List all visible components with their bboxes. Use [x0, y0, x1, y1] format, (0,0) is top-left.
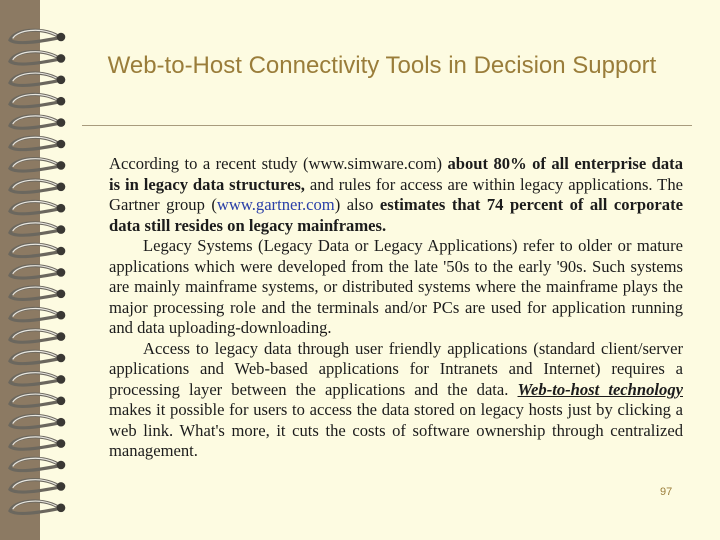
binding-hole [57, 76, 66, 85]
binding-ring-icon [10, 308, 58, 320]
binding-hole [57, 161, 66, 170]
p1-text-3: ) also [334, 195, 380, 214]
binding-ring-icon [10, 351, 58, 363]
binding-hole [57, 225, 66, 234]
binding-ring-icon [10, 415, 58, 427]
binding-hole [57, 311, 66, 320]
binding-hole [57, 354, 66, 363]
p1-bold-1: about 80% of all enterprise data is in legacy data structures, [109, 154, 683, 194]
binding-ring-icon [10, 437, 58, 449]
binding-ring-icon [10, 330, 58, 342]
binding-ring-icon [10, 30, 58, 42]
binding-ring-icon [10, 180, 58, 192]
binding-ring-icon [10, 373, 58, 385]
binding-hole [57, 482, 66, 491]
slide-body [109, 154, 683, 462]
binding-ring-icon [10, 159, 58, 171]
paragraph-2: Legacy Systems (Legacy Data or Legacy Applications) refer to older or mature applications which were developed from the late '50s to the early '90s. Such systems are mainly mainframe systems, or distributed systems where the mainframe plays the major processing role and the terminals and/or PCs are used for application running and data uploading-downloading. [109, 236, 683, 337]
binding-hole [57, 140, 66, 149]
p3-text-1: Access to legacy data through user friendly applications (standard client/server applications and Web-based applications for Intranets and Internet) requires a processing layer between the applications and the data. [109, 338, 683, 399]
binding-ring-icon [10, 287, 58, 299]
binding-hole [57, 268, 66, 277]
p1-text-2: and rules for access are within legacy applications. The Gartner group ( [109, 174, 683, 214]
binding-ring-icon [10, 394, 58, 406]
page-number: 97 [660, 486, 673, 498]
binding-ring-icon [10, 458, 58, 470]
binding-hole [57, 439, 66, 448]
title-divider [82, 125, 692, 126]
binding-ring-icon [10, 116, 58, 128]
binding-ring-icon [10, 201, 58, 213]
web-to-host-term: Web-to-host technology [517, 379, 683, 399]
binding-ring-icon [10, 501, 58, 513]
binding-ring-icon [10, 266, 58, 278]
binding-hole [57, 332, 66, 341]
binding-ring-icon [10, 137, 58, 149]
binding-hole [57, 54, 66, 63]
binding-ring-icon [10, 73, 58, 85]
gartner-link[interactable]: www.gartner.com [216, 195, 335, 214]
spiral-binding-icon [0, 0, 80, 540]
binding-hole [57, 461, 66, 470]
binding-ring-icon [10, 480, 58, 492]
binding-ring-icon [10, 94, 58, 106]
binding-hole [57, 247, 66, 256]
binding-hole [57, 183, 66, 192]
p1-bold-2: estimates that 74 percent of all corporate data still resides on legacy mainframes. [109, 195, 683, 235]
binding-hole [57, 418, 66, 427]
binding-ring-icon [10, 223, 58, 235]
binding-hole [57, 375, 66, 384]
binding-hole [57, 397, 66, 406]
p1-text-1: According to a recent study (www.simware.com) [109, 154, 448, 173]
binding-hole [57, 97, 66, 106]
slide-title: Web-to-Host Connectivity Tools in Decision Support [107, 52, 657, 79]
binding-hole [57, 33, 66, 42]
binding-ring-icon [10, 52, 58, 64]
binding-hole [57, 504, 66, 513]
paragraph-1 [109, 154, 683, 236]
binding-hole [57, 204, 66, 213]
binding-ring-icon [10, 244, 58, 256]
p3-text-2: makes it possible for users to access the data stored on legacy hosts just by clicking a web link. What's more, it cuts the costs of software ownership through centralized management. [109, 400, 683, 460]
binding-hole [57, 118, 66, 127]
paragraph-3 [109, 339, 683, 462]
binding-hole [57, 290, 66, 299]
